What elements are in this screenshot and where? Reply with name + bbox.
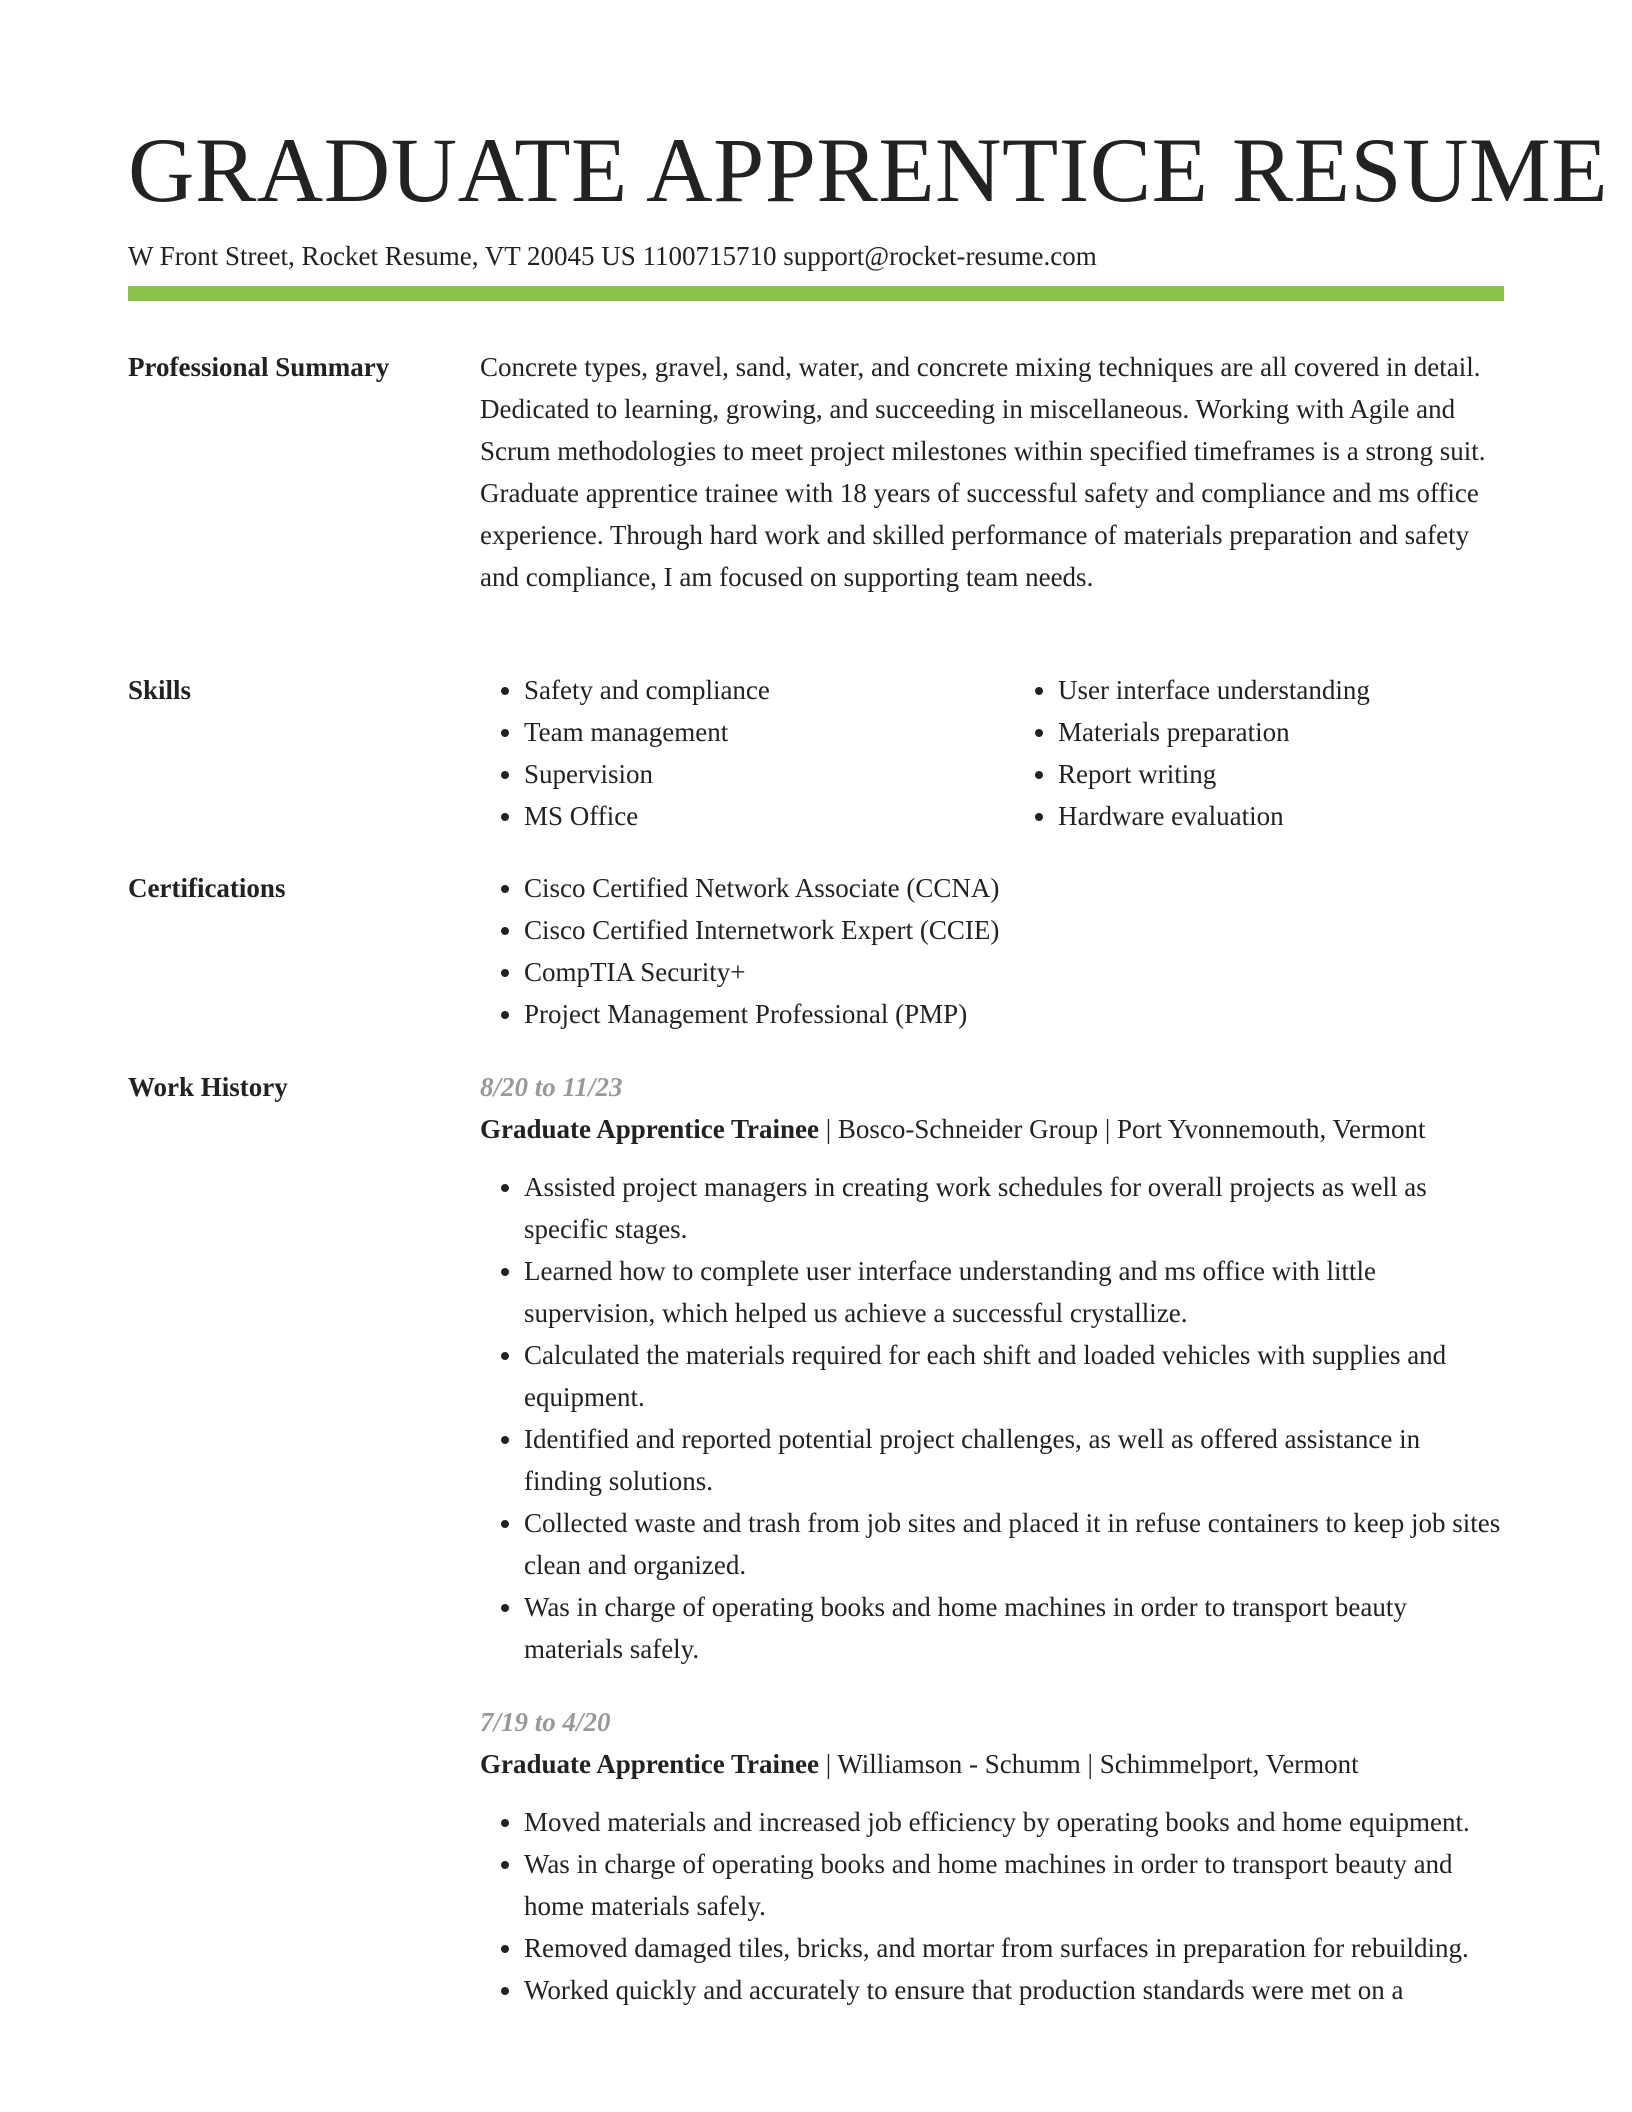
job-bullet-list <box>480 1166 1504 1670</box>
job-title: Graduate Apprentice Trainee <box>480 1114 819 1144</box>
certification-item: • Cisco Certified Internetwork Expert (CCIE) <box>524 909 1504 951</box>
resume-title: GRADUATE APPRENTICE RESUME <box>128 119 1609 221</box>
certifications-label: Certifications <box>128 873 286 903</box>
job-heading <box>480 1743 1504 1785</box>
job-bullet: • Collected waste and trash from job sites and placed it in refuse containers to keep job sites clean and organized. <box>524 1502 1504 1586</box>
job-details: | Williamson - Schumm | Schimmelport, Vermont <box>818 1749 1359 1779</box>
certifications-list <box>480 867 1504 1035</box>
work-history-body <box>480 1066 1504 2011</box>
skill-item: • MS Office <box>524 795 970 837</box>
work-history-label: Work History <box>128 1072 288 1102</box>
skills-list-right <box>1014 669 1504 837</box>
summary-body <box>480 346 1504 598</box>
contact-phone: 1100715710 <box>642 241 777 271</box>
skill-item: • Team management <box>524 711 970 753</box>
skill-item: • Safety and compliance <box>524 669 970 711</box>
certifications-body <box>480 867 1504 1035</box>
job-bullet: • Assisted project managers in creating work schedules for overall projects as well as specific stages. <box>524 1166 1504 1250</box>
job-bullet: • Removed damaged tiles, bricks, and mortar from surfaces in preparation for rebuilding. <box>524 1927 1504 1969</box>
certification-item: • Project Management Professional (PMP) <box>524 993 1504 1035</box>
job-bullet-list <box>480 1801 1504 2011</box>
job-details: | Bosco-Schneider Group | Port Yvonnemouth, Vermont <box>818 1114 1426 1144</box>
skills-list-left <box>480 669 970 837</box>
job-bullet: • Moved materials and increased job efficiency by operating books and home equipment. <box>524 1801 1504 1843</box>
skill-item: • User interface understanding <box>1058 669 1504 711</box>
summary-text: Concrete types, gravel, sand, water, and concrete mixing techniques are all covered in detail. Dedicated to learning, growing, and succeeding in miscellaneous. Working with Agile and Scrum methodologies to meet project milestones within specified timeframes is a strong suit. Graduate apprentice trainee with 18 years of successful safety and compliance and ms office experience. Through hard work and skilled performance of materials preparation and safety and compliance, I am focused on supporting team needs. <box>480 352 1486 592</box>
skill-item: • Hardware evaluation <box>1058 795 1504 837</box>
job-title: Graduate Apprentice Trainee <box>480 1749 819 1779</box>
certification-item: • Cisco Certified Network Associate (CCNA) <box>524 867 1504 909</box>
accent-divider <box>128 286 1504 301</box>
job-entry <box>480 1066 1504 1670</box>
skills-label: Skills <box>128 675 192 705</box>
job-dates: 8/20 to 11/23 <box>480 1072 623 1102</box>
job-bullet: • Calculated the materials required for each shift and loaded vehicles with supplies and equipment. <box>524 1334 1504 1418</box>
skill-item: • Materials preparation <box>1058 711 1504 753</box>
contact-line <box>128 238 1504 274</box>
job-dates: 7/19 to 4/20 <box>480 1707 611 1737</box>
job-bullet: • Worked quickly and accurately to ensure that production standards were met on a <box>524 1969 1504 2011</box>
certification-item: • CompTIA Security+ <box>524 951 1504 993</box>
job-bullet: • Learned how to complete user interface understanding and ms office with little supervision, which helped us achieve a successful crystallize. <box>524 1250 1504 1334</box>
skills-body <box>480 669 1504 837</box>
resume-header <box>128 118 1609 274</box>
skill-item: • Supervision <box>524 753 970 795</box>
job-bullet: • Was in charge of operating books and home machines in order to transport beauty materials safely. <box>524 1586 1504 1670</box>
job-bullet: • Identified and reported potential project challenges, as well as offered assistance in finding solutions. <box>524 1418 1504 1502</box>
summary-label: Professional Summary <box>128 352 390 382</box>
contact-email: support@rocket-resume.com <box>783 241 1097 271</box>
contact-address: W Front Street, Rocket Resume, VT 20045 US <box>128 241 636 271</box>
job-bullet: • Was in charge of operating books and home machines in order to transport beauty and home materials safely. <box>524 1843 1504 1927</box>
skill-item: • Report writing <box>1058 753 1504 795</box>
job-entry <box>480 1701 1504 2011</box>
job-heading <box>480 1108 1504 1150</box>
